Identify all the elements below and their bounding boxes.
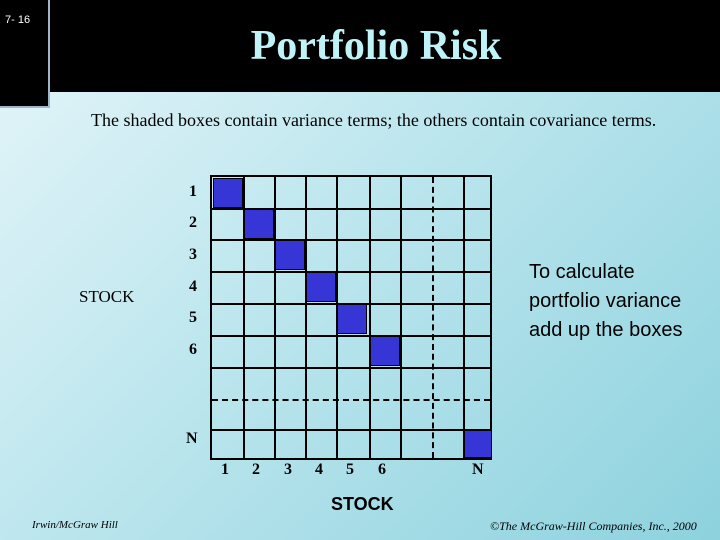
variance-cell <box>370 336 400 366</box>
column-label: 4 <box>315 461 323 478</box>
grid-column-line <box>463 177 465 458</box>
intro-text: The shaded boxes contain variance terms; the others contain covariance terms. <box>91 110 657 130</box>
row-label: 4 <box>189 278 197 295</box>
slide-number: 7- 16 <box>5 14 31 26</box>
variance-cell <box>337 304 367 334</box>
row-label: 5 <box>189 309 197 326</box>
variance-cell <box>213 178 243 208</box>
column-label: 3 <box>284 461 292 478</box>
column-label: 5 <box>346 461 354 478</box>
callout-text: To calculate portfolio variance add up the boxes <box>529 261 683 341</box>
row-label: 2 <box>189 214 197 231</box>
row-label: N <box>186 430 198 447</box>
column-label: 1 <box>221 461 229 478</box>
column-label: 2 <box>252 461 260 478</box>
variance-cell <box>275 240 305 270</box>
grid-column-line <box>274 177 276 458</box>
column-label: 6 <box>378 461 386 478</box>
footer-copyright: ©The McGraw-Hill Companies, Inc., 2000 <box>490 519 697 533</box>
variance-cell <box>464 430 492 458</box>
grid-column-line <box>400 177 402 458</box>
column-axis-label: STOCK <box>331 494 394 514</box>
column-label: N <box>472 461 484 478</box>
grid-row-line <box>212 367 490 369</box>
grid-column-line <box>432 177 434 458</box>
grid-column-line <box>369 177 371 458</box>
variance-cell <box>244 209 274 239</box>
row-label: 1 <box>189 183 197 200</box>
grid-row-line <box>212 239 490 241</box>
grid-row-line <box>212 271 490 273</box>
row-label: 6 <box>189 341 197 358</box>
grid-column-line <box>305 177 307 458</box>
grid-row-line <box>212 335 490 337</box>
slide-title: Portfolio Risk <box>250 23 502 69</box>
covariance-matrix <box>210 175 492 460</box>
grid-row-line <box>212 429 490 431</box>
grid-row-line <box>212 399 490 401</box>
row-axis-label: STOCK <box>79 287 135 306</box>
variance-cell <box>306 272 336 302</box>
footer-publisher: Irwin/McGraw Hill <box>32 519 118 531</box>
row-label: 3 <box>189 246 197 263</box>
